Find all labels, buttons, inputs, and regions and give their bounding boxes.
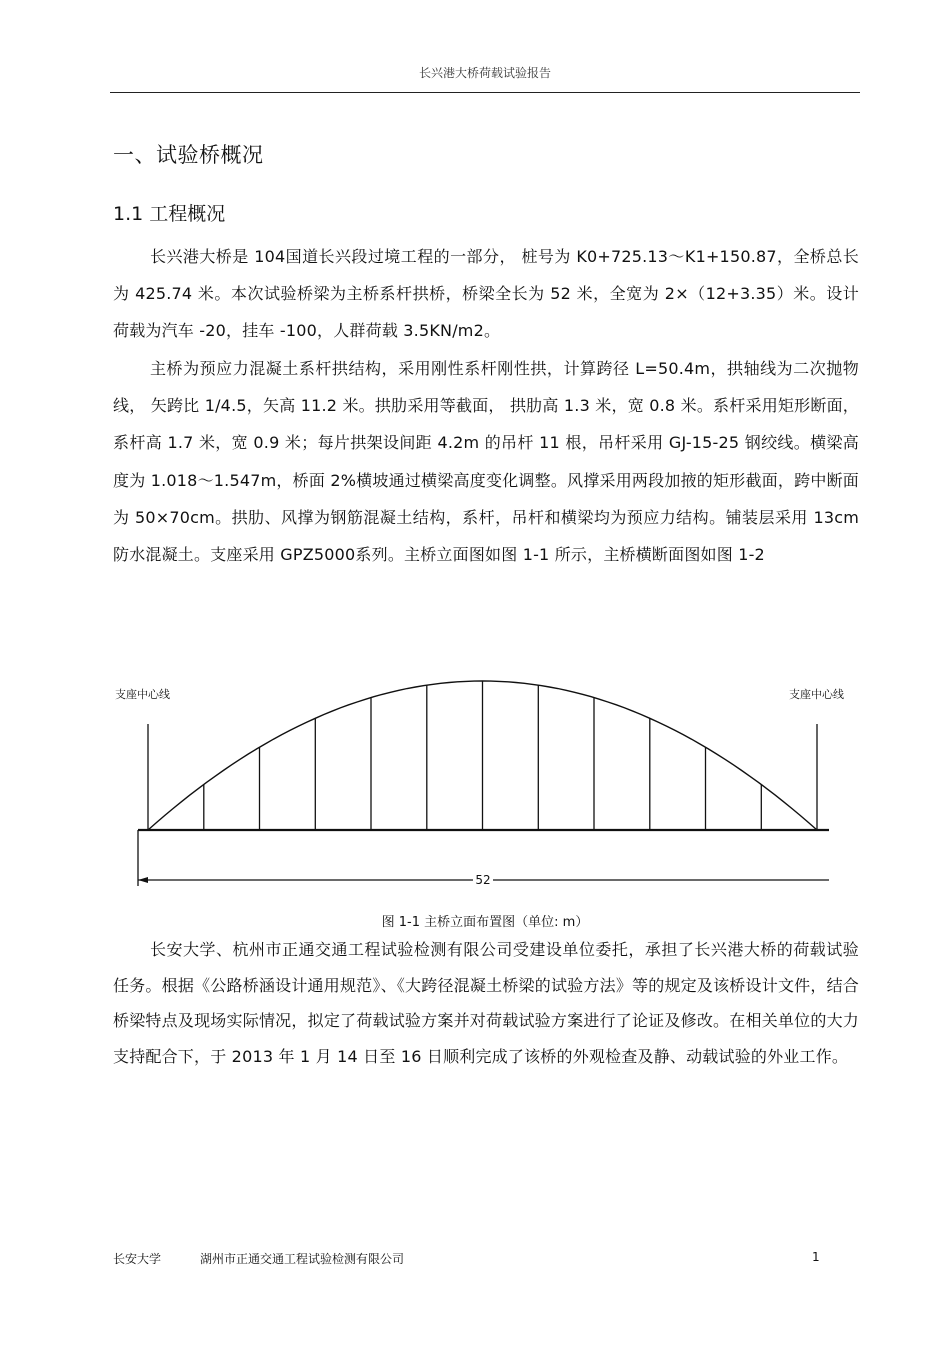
span-dimension-label: 52 [475,873,491,887]
subsection-heading: 1.1 工程概况 [113,203,226,225]
bridge-elevation-drawing [105,650,865,900]
section-heading: 一、试验桥概况 [113,143,264,167]
paragraph-overview: 长兴港大桥是 104国道长兴段过境工程的一部分， 桩号为 K0+725.13～K1+150.87，全桥总长为 425.74 米。本次试验桥梁为主桥系杆拱桥，桥梁全长为 52 米，全宽为 2×（12+3.35）米。设计荷载为汽车 -20，挂车 -100，人群荷载 3.5KN/m2。 [113,247,859,341]
header-rule [110,92,860,93]
paragraph-structure: 主桥为预应力混凝土系杆拱结构，采用刚性系杆刚性拱，计算跨径 L=50.4m，拱轴线为二次抛物线， 矢跨比 1/4.5，矢高 11.2 米。拱肋采用等截面， 拱肋高 1.3 米，宽 0.8 米。系杆采用矩形断面，系杆高 1.7 米，宽 0.9 米；每片拱架设间距 4.2m 的吊杆 11 根，吊杆采用 GJ-15-25 钢绞线。横梁高度为 1.018～1.547m，桥面 2%横坡通过横梁高度变化调整。风撑采用两段加掖的矩形截面，跨中断面为 50×70cm。拱肋、风撑为钢筋混凝土结构，系杆，吊杆和横梁均为预应力结构。铺装层采用 13cm防水混凝土。支座采用 GPZ5000系列。主桥立面图如图 1-1 所示，主桥横断面图如图 1-2 [113,359,859,565]
dimension-arrow-left [138,877,148,883]
bridge-elevation-figure [105,650,865,900]
footer-university: 长安大学 [113,1252,162,1266]
left-bearing-label: 支座中心线 [115,688,170,701]
paragraph-task: 长安大学、杭州市正通交通工程试验检测有限公司受建设单位委托，承担了长兴港大桥的荷载试验任务。根据《公路桥涵设计通用规范》、《大跨径混凝土桥梁的试验方法》等的规定及该桥设计文件，结合桥梁特点及现场实际情况，拟定了荷载试验方案并对荷载试验方案进行了论证及修改。在相关单位的大力支持配合下，于 2013 年 1 月 14 日至 16 日顺利完成了该桥的外观检查及静、动载试验的外业工作。 [113,940,859,1066]
running-header: 长兴港大桥荷载试验报告 [418,66,551,80]
figure-caption: 图 1-1 主桥立面布置图（单位: m） [381,915,589,930]
hanger-group [204,681,762,830]
footer-organization: 湖州市正通交通工程试验检测有限公司 [200,1252,405,1266]
page-number: 1 [812,1250,820,1264]
right-bearing-label: 支座中心线 [789,688,844,701]
